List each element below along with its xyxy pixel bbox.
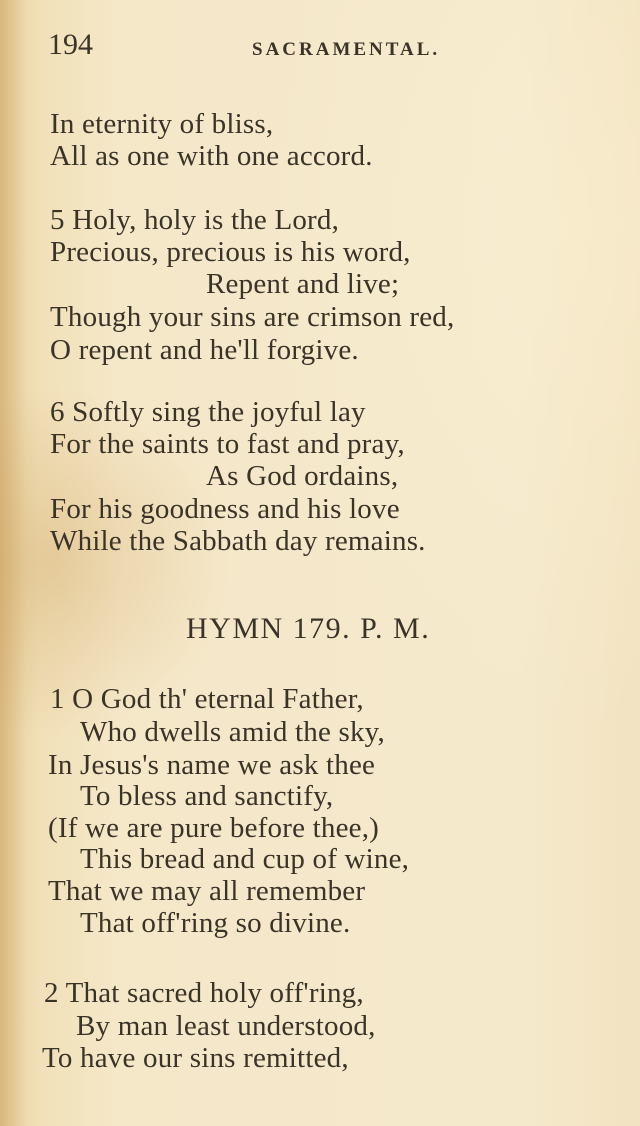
verse-line: To bless and sanctify, xyxy=(80,780,334,812)
verse-line: Repent and live; xyxy=(206,268,400,300)
verse-line: Though your sins are crimson red, xyxy=(50,301,455,333)
verse-line: (If we are pure before thee,) xyxy=(48,812,380,844)
verse-line: This bread and cup of wine, xyxy=(80,843,410,875)
verse-line: Who dwells amid the sky, xyxy=(80,716,385,748)
verse-line: 1 O God th' eternal Father, xyxy=(50,683,364,715)
verse-line: O repent and he'll forgive. xyxy=(50,334,359,366)
page-number: 194 xyxy=(48,28,93,61)
verse-line: For the saints to fast and pray, xyxy=(50,428,405,460)
running-title: SACRAMENTAL. xyxy=(252,39,441,60)
page-edge-stain xyxy=(0,0,26,1126)
hymn-title: HYMN 179. P. M. xyxy=(186,612,431,645)
verse-line: While the Sabbath day remains. xyxy=(50,525,426,557)
verse-line: By man least understood, xyxy=(76,1010,376,1042)
verse-line: All as one with one accord. xyxy=(50,140,373,172)
verse-line: For his goodness and his love xyxy=(50,493,400,525)
verse-line: That we may all remember xyxy=(48,875,366,907)
verse-line: To have our sins remitted, xyxy=(42,1042,349,1074)
verse-line: In eternity of bliss, xyxy=(50,108,274,140)
verse-line: 6 Softly sing the joyful lay xyxy=(50,396,366,428)
verse-line: 5 Holy, holy is the Lord, xyxy=(50,204,340,236)
verse-line: That off'ring so divine. xyxy=(80,907,351,939)
verse-line: 2 That sacred holy off'ring, xyxy=(44,977,364,1009)
verse-line: In Jesus's name we ask thee xyxy=(48,749,376,781)
verse-line: As God ordains, xyxy=(206,460,399,492)
verse-line: Precious, precious is his word, xyxy=(50,236,411,268)
